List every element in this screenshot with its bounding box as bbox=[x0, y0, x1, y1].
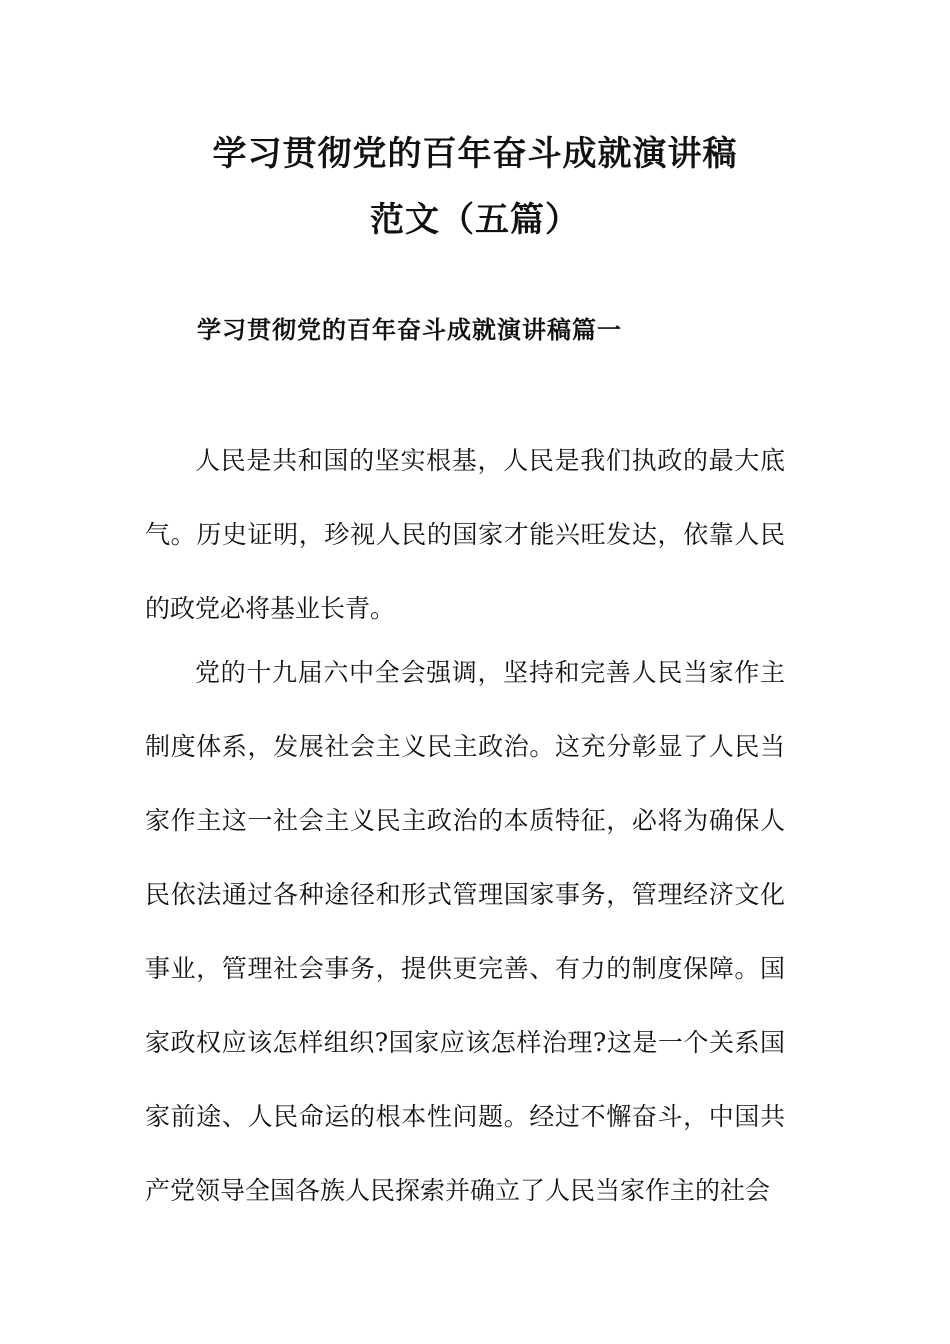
section-heading: 学习贯彻党的百年奋斗成就演讲稿篇一 bbox=[197, 316, 622, 344]
paragraph: 党的十九届六中全会强调，坚持和完善人民当家作主制度体系，发展社会主义民主政治。这充分彰显了人民当家作主这一社会主义民主政治的本质特征，必将为确保人民依法通过各种途径和形式管理国家事务，管理经济文化事业，管理社会事务，提供更完善、有力的制度保障。国家政权应该怎样组织?国家应该怎样治理?这是一个关系国家前途、人民命运的根本性问题。经过不懈奋斗，中国共产党领导全国各族人民探索并确立了人民当家作主的社会 bbox=[145, 658, 785, 1205]
paragraph-1-block bbox=[145, 424, 785, 646]
paragraph-2-block bbox=[145, 636, 785, 1228]
document-title-line-1: 学习贯彻党的百年奋斗成就演讲稿 bbox=[212, 134, 738, 174]
document-title-line-2: 范文（五篇） bbox=[370, 200, 580, 240]
paragraph: 人民是共和国的坚实根基，人民是我们执政的最大底气。历史证明，珍视人民的国家才能兴旺发达，依靠人民的政党必将基业长青。 bbox=[145, 446, 785, 623]
